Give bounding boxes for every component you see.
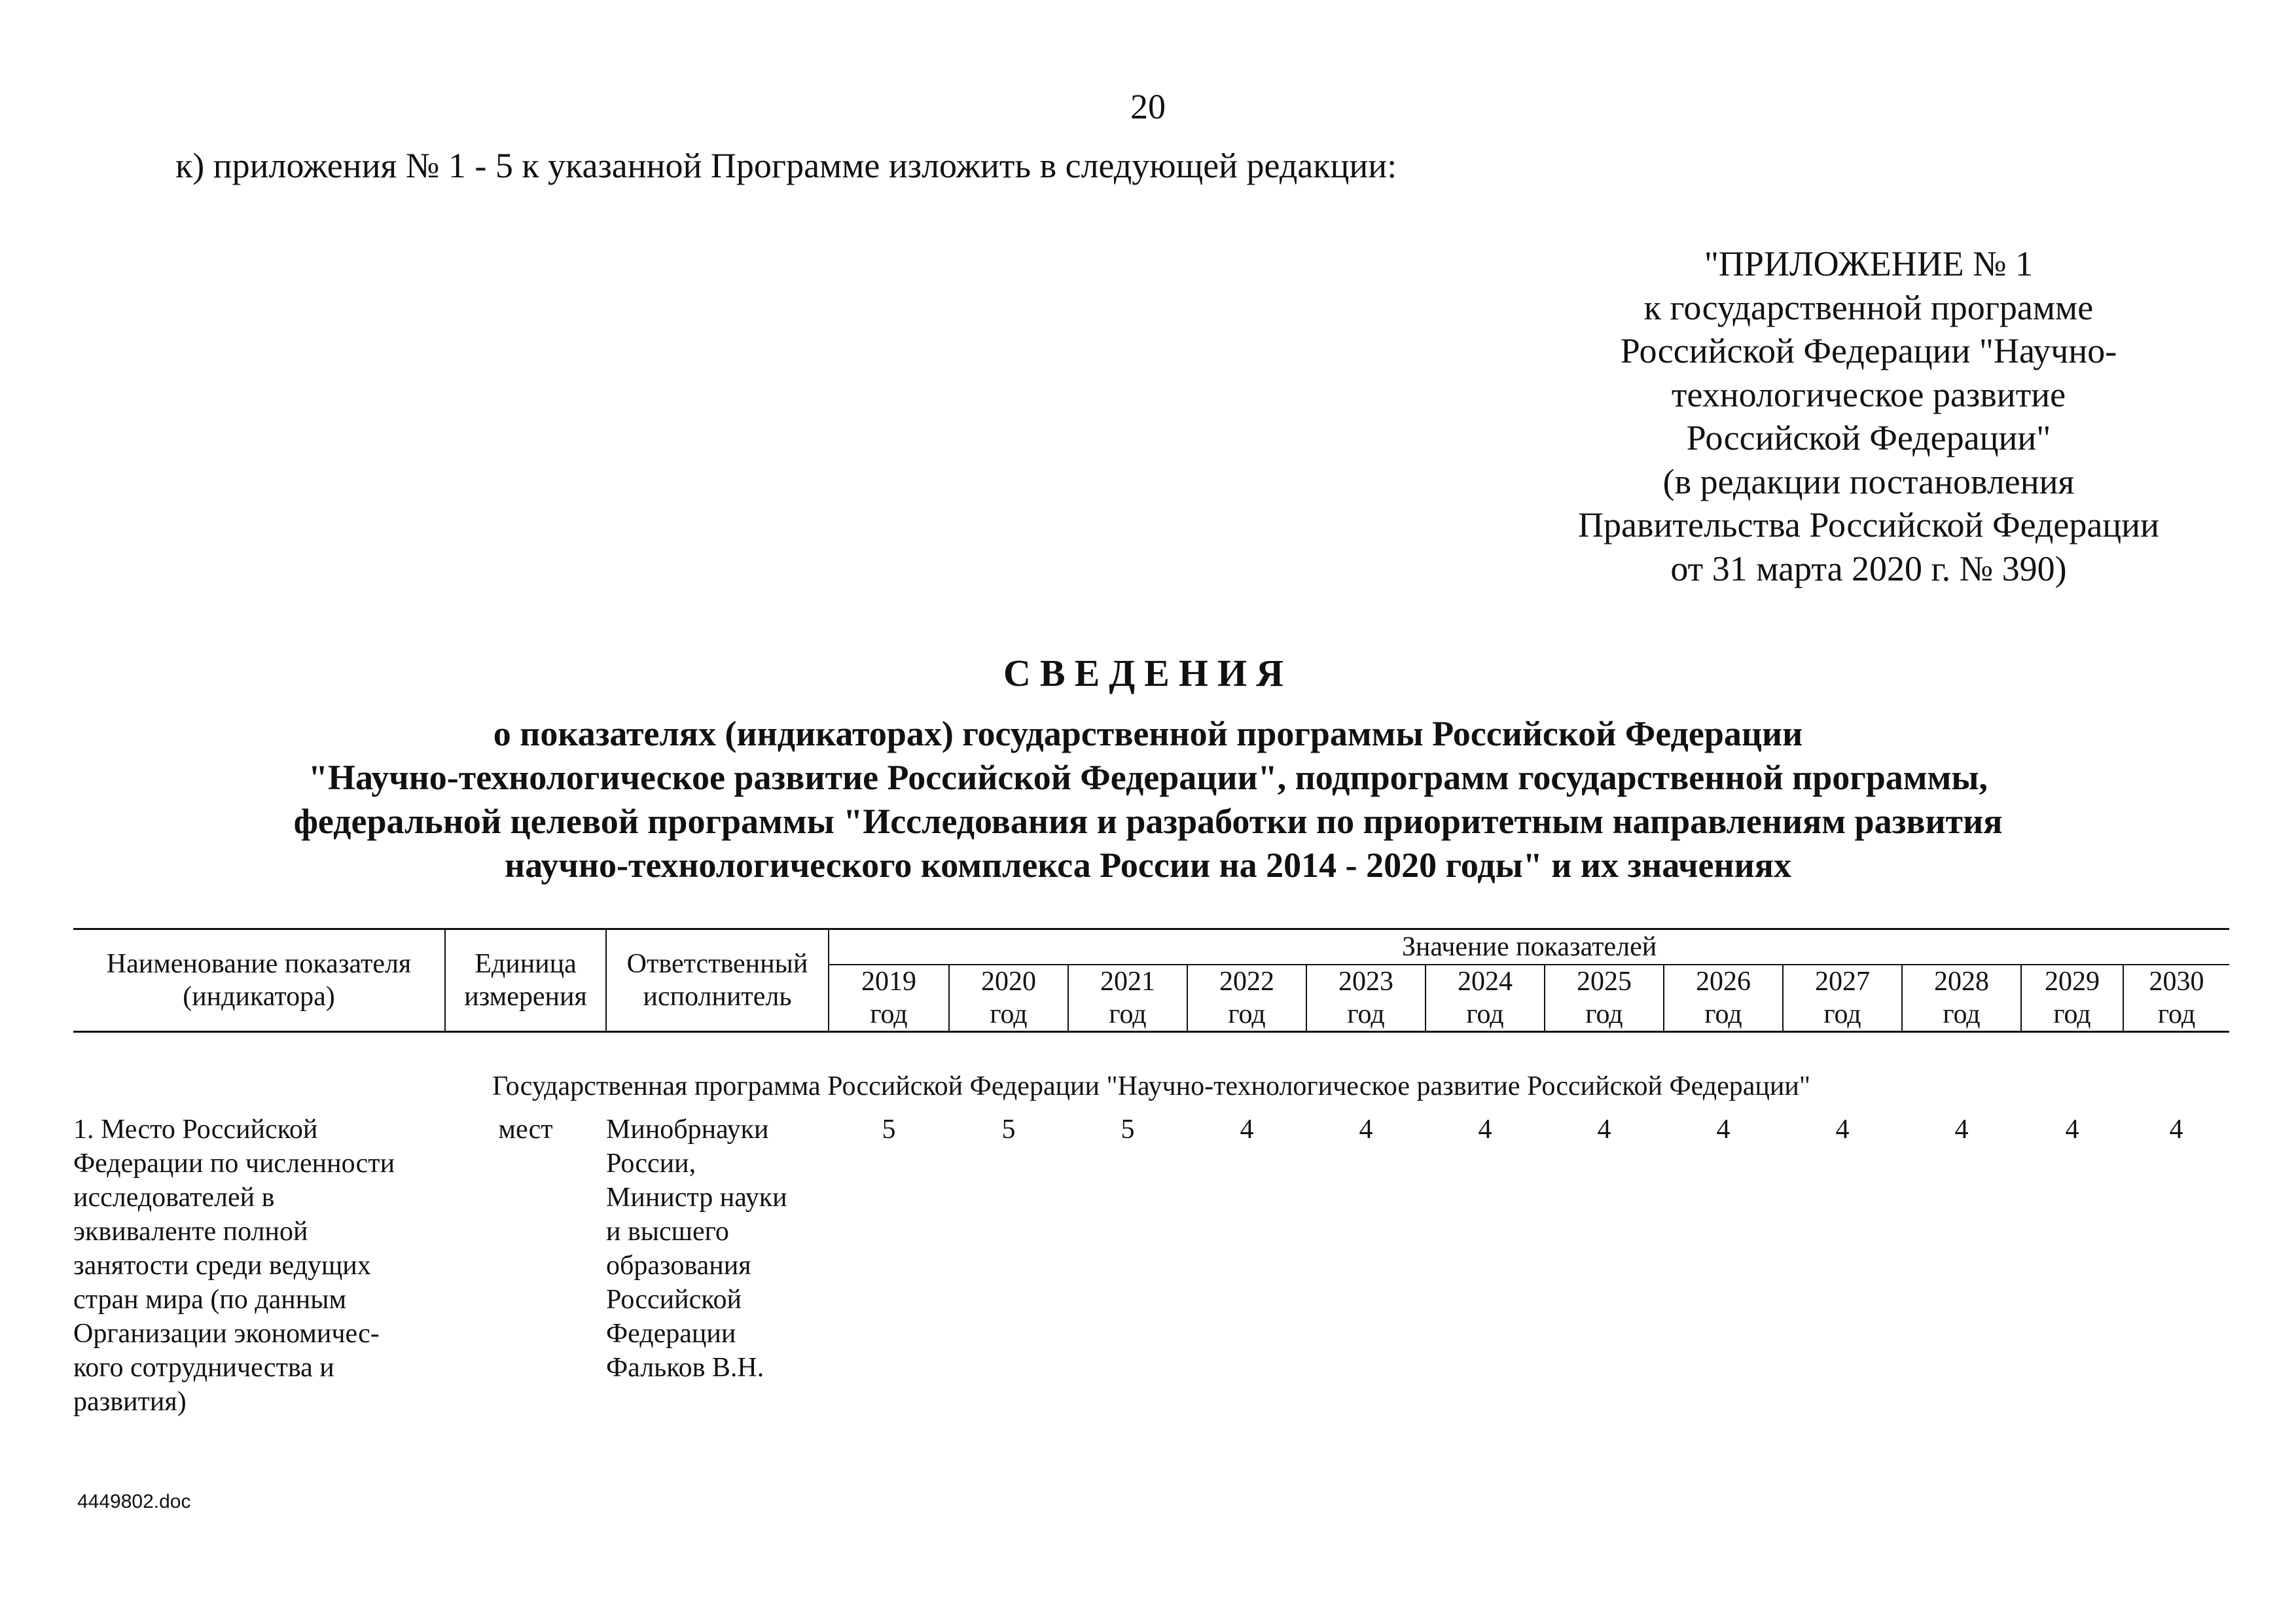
appendix-block [1525,242,2212,590]
indicator-name-line: 1. Место Российской [73,1115,318,1145]
value-cell: 5 [1001,1115,1016,1145]
appendix-line: "ПРИЛОЖЕНИЕ № 1 [1704,244,2034,283]
indicator-name-line: кого сотрудничества и [73,1353,334,1383]
indicator-name-line: эквиваленте полной [73,1217,308,1247]
indicator-name-line: исследователей в [73,1183,275,1213]
year-header [1426,965,1545,1032]
subtitle-line: федеральной целевой программы "Исследования и разработки по приоритетным направлениям развития [293,802,2003,841]
table-row [73,1113,2229,1419]
indicator-name-line: развития) [73,1387,187,1417]
year-header [829,965,949,1032]
header-line: измерения [464,982,587,1012]
indicator-table [73,928,2229,1419]
appendix-line: технологическое развитие [1671,374,2066,414]
indicator-name-line: Федерации по численности [73,1149,395,1179]
section-row [73,1032,2229,1113]
year-suffix: год [990,999,1028,1029]
year-header [2021,965,2123,1032]
appendix-line: к государственной программе [1643,287,2094,327]
value-cell: 4 [1359,1115,1373,1145]
responsible-line: Фальков В.Н. [606,1353,764,1383]
value-cell: 4 [1954,1115,1969,1145]
value-cell: 4 [1478,1115,1492,1145]
year-label: 2020 [981,967,1036,997]
year-suffix: год [1943,999,1981,1029]
responsible-cell [606,1113,829,1419]
year-label: 2029 [2045,967,2100,997]
responsible-line: Федерации [606,1319,736,1349]
responsible-line: и высшего [606,1217,729,1247]
year-label: 2025 [1577,967,1632,997]
year-suffix: год [1109,999,1147,1029]
year-suffix: год [2053,999,2091,1029]
responsible-line: образования [606,1251,751,1281]
indicator-name-line: занятости среди ведущих [73,1251,371,1281]
year-header [949,965,1068,1032]
year-header [1545,965,1664,1032]
subtitle-line: о показателях (индикаторах) государственной программы Российской Федерации [493,714,1803,753]
year-header [1306,965,1426,1032]
appendix-line: (в редакции постановления [1662,461,2075,501]
year-suffix: год [1585,999,1623,1029]
header-line: Наименование показателя [106,949,412,979]
file-reference: 4449802.doc [77,1491,191,1512]
year-header [2123,965,2229,1032]
year-label: 2019 [861,967,916,997]
appendix-line: Правительства Российской Федерации [1578,505,2159,544]
header-line: исполнитель [643,982,792,1012]
document-heading: СВЕДЕНИЯ [1003,652,1293,694]
appendix-line: от 31 марта 2020 г. № 390) [1670,548,2067,588]
value-cell: 4 [2169,1115,2183,1145]
unit-cell: мест [498,1115,553,1145]
appendix-line: Российской Федерации" [1686,418,2051,457]
header-responsible [606,929,829,1032]
year-header [1664,965,1783,1032]
appendix-line: Российской Федерации "Научно- [1620,331,2117,370]
responsible-line: Министр науки [606,1183,787,1213]
header-indicator-name [73,929,445,1032]
year-label: 2027 [1815,967,1870,997]
indicator-name-line: Организации экономичес- [73,1319,380,1349]
year-label: 2021 [1100,967,1155,997]
year-label: 2024 [1458,967,1513,997]
value-cell: 4 [1716,1115,1731,1145]
section-title: Государственная программа Российской Федерации "Научно-технологическое развитие Российской Федерации" [492,1071,1810,1101]
year-label: 2026 [1696,967,1751,997]
value-cell: 4 [2065,1115,2079,1145]
header-unit [445,929,606,1032]
year-label: 2023 [1338,967,1393,997]
page-number: 20 [1130,87,1166,126]
value-cell: 4 [1835,1115,1850,1145]
year-header [1187,965,1306,1032]
year-suffix: год [2157,999,2196,1029]
year-suffix: год [1704,999,1742,1029]
intro-paragraph: к) приложения № 1 - 5 к указанной Программе изложить в следующей редакции: [175,146,1397,185]
year-header [1783,965,1902,1032]
year-suffix: год [870,999,908,1029]
value-cell: 5 [1121,1115,1135,1145]
header-line: Ответственный [626,949,808,979]
header-line: Единица [475,949,577,979]
document-subtitle [0,712,2296,887]
responsible-line: Минобрнауки [606,1115,769,1145]
header-values-group: Значение показателей [829,929,2229,965]
year-label: 2028 [1934,967,1989,997]
responsible-line: России, [606,1149,696,1179]
year-label: 2030 [2149,967,2204,997]
subtitle-line: научно-технологического комплекса России на 2014 - 2020 годы" и их значениях [505,846,1791,885]
year-label: 2022 [1219,967,1274,997]
indicator-name-cell [73,1113,445,1419]
year-header [1902,965,2021,1032]
year-header [1068,965,1187,1032]
responsible-line: Российской [606,1285,742,1315]
value-cell: 4 [1597,1115,1611,1145]
value-cell: 5 [882,1115,896,1145]
year-suffix: год [1466,999,1504,1029]
value-cell: 4 [1240,1115,1254,1145]
year-suffix: год [1228,999,1266,1029]
year-suffix: год [1347,999,1385,1029]
indicator-name-line: стран мира (по данным [73,1285,347,1315]
year-suffix: год [1823,999,1861,1029]
header-line: (индикатора) [183,982,335,1012]
subtitle-line: "Научно-технологическое развитие Российской Федерации", подпрограмм государственной программы, [308,758,1988,797]
